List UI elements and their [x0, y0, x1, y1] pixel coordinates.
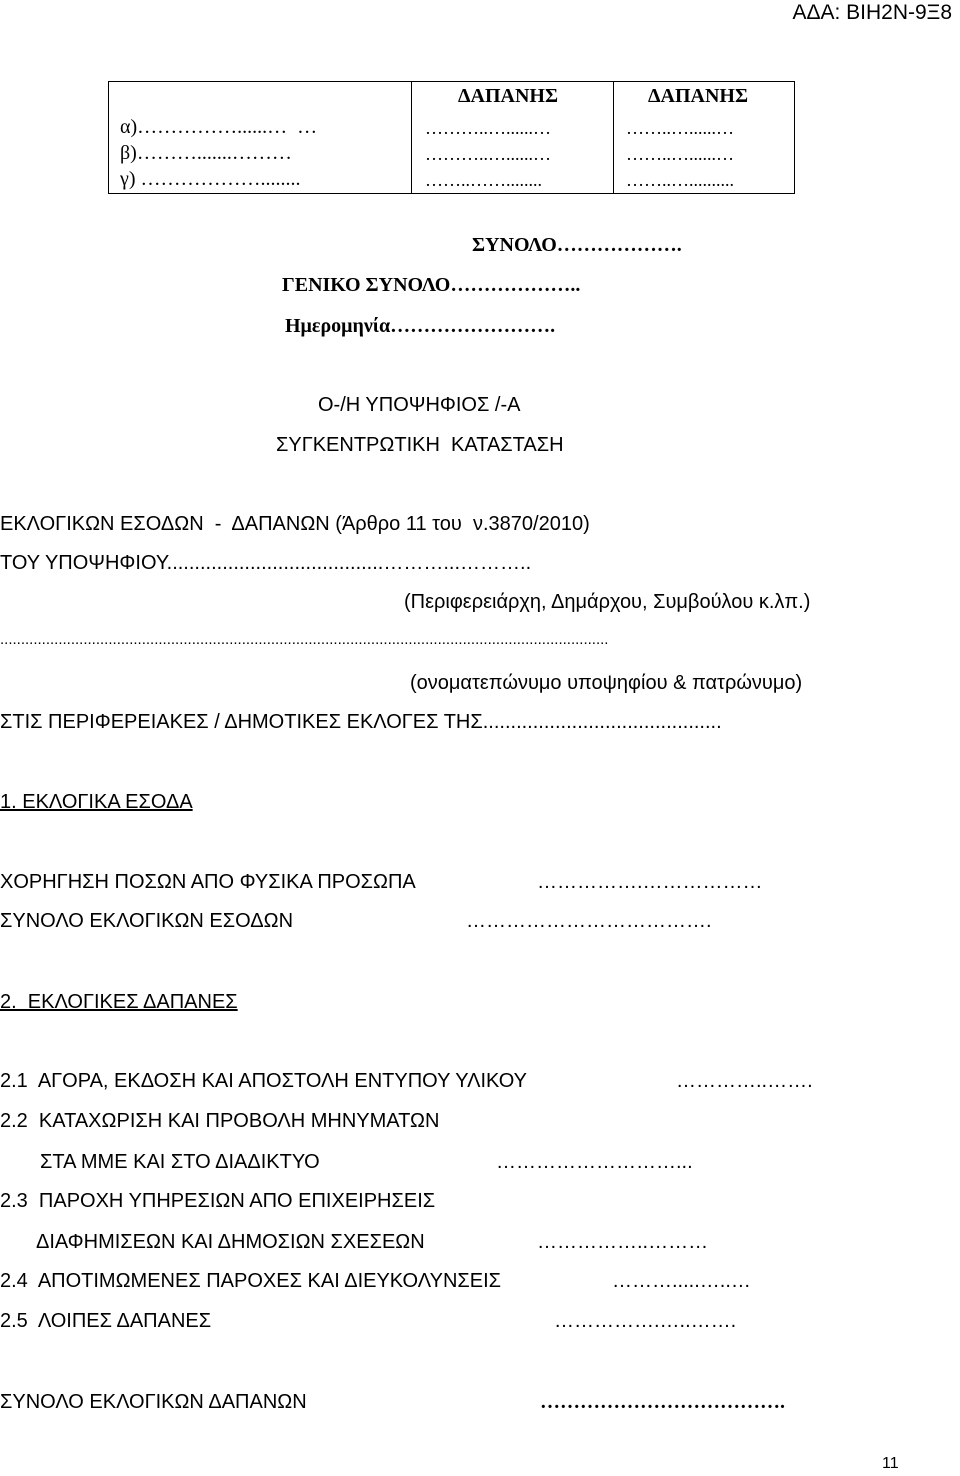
table-row-label: γ) ………………........: [120, 168, 301, 190]
expense-row-dots: ………………………...: [496, 1151, 693, 1173]
table-row-label: α)……………......… …: [120, 116, 318, 138]
table-divider-1: [411, 81, 412, 194]
income-row-label: ΣΥΝΟΛΟ ΕΚΛΟΓΙΚΩΝ ΕΣΟΔΩΝ: [0, 910, 294, 932]
table-right-border: [794, 81, 795, 194]
signatory-title: Ο-/Η ΥΠΟΨΗΦΙΟΣ /-Α: [318, 394, 521, 416]
income-row-dots: ……………………………….: [466, 910, 712, 932]
geniko-synolo-line: ΓΕΝΙΚΟ ΣΥΝΟΛΟ………………..: [282, 274, 581, 296]
table-row-cell: ……..……........: [425, 170, 542, 190]
ada-code: ΑΔΑ: ΒΙΗ2Ν-9Ξ8: [792, 1, 952, 24]
expense-row-label: 2.3 ΠΑΡΟΧΗ ΥΠΗΡΕΣΙΩΝ ΑΠΟ ΕΠΙΧΕΙΡΗΣΕΙΣ: [0, 1190, 436, 1212]
income-heading: 1. ΕΚΛΟΓΙΚΑ ΕΣΟΔΑ: [0, 791, 193, 813]
expense-row-label-cont: ΣΤΑ ΜΜΕ ΚΑΙ ΣΤΟ ΔΙΑΔΙΚΤΥΟ: [40, 1151, 320, 1173]
table-row-cell: ……..…......…: [626, 144, 734, 164]
intro-line-3: (Περιφερειάρχη, Δημάρχου, Συμβούλου κ.λπ.): [404, 591, 811, 613]
income-row-dots: …………….………………: [537, 871, 769, 893]
expenses-total-dots: ……………………………….: [540, 1391, 785, 1413]
table-left-border: [108, 81, 109, 194]
document-heading: ΣΥΓΚΕΝΤΡΩΤΙΚΗ ΚΑΤΑΣΤΑΣΗ: [276, 434, 564, 456]
expense-row-label: 2.2 ΚΑΤΑΧΩΡΙΣΗ ΚΑΙ ΠΡΟΒΟΛΗ ΜΗΝΥΜΑΤΩΝ: [0, 1110, 440, 1132]
expense-row-label-cont: ΔΙΑΦΗΜΙΣΕΩΝ ΚΑΙ ΔΗΜΟΣΙΩΝ ΣΧΕΣΕΩΝ: [36, 1231, 425, 1253]
expense-row-dots: ……….....…..…: [612, 1270, 757, 1292]
expense-row-label: 2.1 ΑΓΟΡΑ, ΕΚΔΟΣΗ ΚΑΙ ΑΠΟΣΤΟΛΗ ΕΝΤΥΠΟΥ ΥΛΙΚΟΥ: [0, 1070, 527, 1092]
expense-row-dots: …………….…..…….: [554, 1310, 737, 1332]
expense-row-label: 2.4 ΑΠΟΤΙΜΩΜΕΝΕΣ ΠΑΡΟΧΕΣ ΚΑΙ ΔΙΕΥΚΟΛΥΝΣΕΙΣ: [0, 1270, 502, 1292]
intro-line-4: ..................................................................................................................................................: [0, 631, 609, 648]
expenses-total-label: ΣΥΝΟΛΟ ΕΚΛΟΓΙΚΩΝ ΔΑΠΑΝΩΝ: [0, 1391, 307, 1413]
intro-line-2: ΤΟΥ ΥΠΟΨΗΦΙΟΥ.......................................………...………..: [0, 552, 532, 574]
table-row-cell: ………..…......…: [425, 118, 551, 138]
expense-row-dots: ……………..………: [537, 1231, 714, 1253]
table-col2-header: ΔΑΠΑΝΗΣ: [648, 85, 749, 107]
page-number: 11: [882, 1455, 899, 1472]
table-row-cell: ………..…......…: [425, 144, 551, 164]
intro-line-1: ΕΚΛΟΓΙΚΩΝ ΕΣΟΔΩΝ - ΔΑΠΑΝΩΝ (Άρθρο 11 του ν.3870/2010): [0, 513, 590, 535]
table-row-cell: ……..…......…: [626, 118, 734, 138]
table-bottom-border: [108, 193, 794, 194]
expense-row-dots: …………..…….: [676, 1070, 813, 1092]
table-top-border: [108, 81, 794, 82]
intro-line-6: ΣΤΙΣ ΠΕΡΙΦΕΡΕΙΑΚΕΣ / ΔΗΜΟΤΙΚΕΣ ΕΚΛΟΓΕΣ ΤΗΣ...........................................: [0, 711, 722, 733]
intro-line-5: (ονοματεπώνυμο υποψηφίου & πατρώνυμο): [410, 672, 803, 694]
date-line: Ημερομηνία…………………….: [285, 315, 556, 337]
table-col1-header: ΔΑΠΑΝΗΣ: [458, 85, 559, 107]
expenses-heading: 2. ΕΚΛΟΓΙΚΕΣ ΔΑΠΑΝΕΣ: [0, 991, 238, 1013]
income-row-label: ΧΟΡΗΓΗΣΗ ΠΟΣΩΝ ΑΠΟ ΦΥΣΙΚΑ ΠΡΟΣΩΠΑ: [0, 871, 416, 893]
synolo-line: ΣΥΝΟΛΟ……………….: [472, 234, 682, 256]
table-row-cell: ……..…..........: [626, 170, 734, 190]
table-row-label: β)……….......………: [120, 142, 292, 164]
table-divider-2: [613, 81, 614, 194]
expense-row-label: 2.5 ΛΟΙΠΕΣ ΔΑΠΑΝΕΣ: [0, 1310, 212, 1332]
